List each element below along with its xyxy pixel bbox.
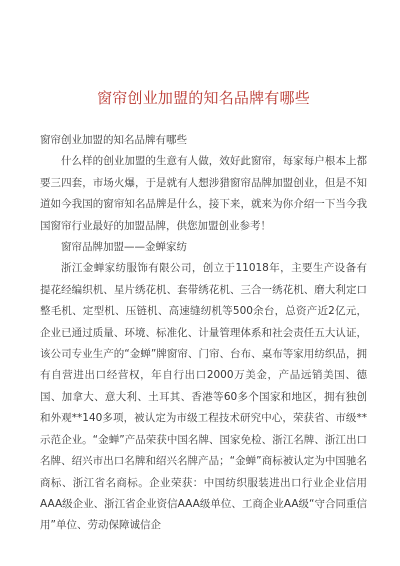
article-intro-paragraph: 什么样的创业加盟的生意有人做，效好此窗帘，每家每户根本上都要三四套，市场火爆，于是就有人想涉猎窗帘品牌加盟创业，但是不知道如今我国的窗帘知名品牌是什么，接下来，就来为你介绍一下当今我国窗帘行业最好的加盟品牌，供您加盟创业参考！ — [40, 155, 367, 232]
article-subtitle-line: 窗帘创业加盟的知名品牌有哪些 — [40, 134, 187, 146]
article-company-paragraph: 浙江金蝉家纺服饰有限公司，创立于11018年，主要生产设备有提花经编织机、星片绣花机、套带绣花机、三合一绣花机、磨大利定口整毛机、定型机、压链机、高速缝纫机等500余台，总资产近2亿元，企业已通过质量、环境、标准化、计量管理体系和社会责任五大认证，该公司专业生产的“金蝉”牌窗帘、门帘、台布、桌布等家用纺织品，拥有自营进出口经营权，年自行出口2000万美金，产品远销美国、德国、加拿大、意大利、土耳其、香港等60多个国家和地区，拥有独创和外观**140多项，被认定为市级工程技术研究中心，荣获省、市级**示范企业。“金蝉”产品荣获中国名牌、国家免检、浙江名牌、浙江出口名牌、绍兴市出口名牌和绍兴名牌产品；“金蝉”商标被认定为中国驰名商标、浙江省名商标。企业荣获：中国纺织服装进出口行业企业信用AAA级企业、浙江省企业资信AAA级单位、工商企业AA级“守合同重信用”单位、劳动保障诚信企 — [40, 262, 367, 532]
article-section-heading: 窗帘品牌加盟——金蝉家纺 — [61, 241, 187, 254]
article-title: 窗帘创业加盟的知名品牌有哪些 — [97, 89, 310, 107]
article-body — [40, 130, 367, 537]
